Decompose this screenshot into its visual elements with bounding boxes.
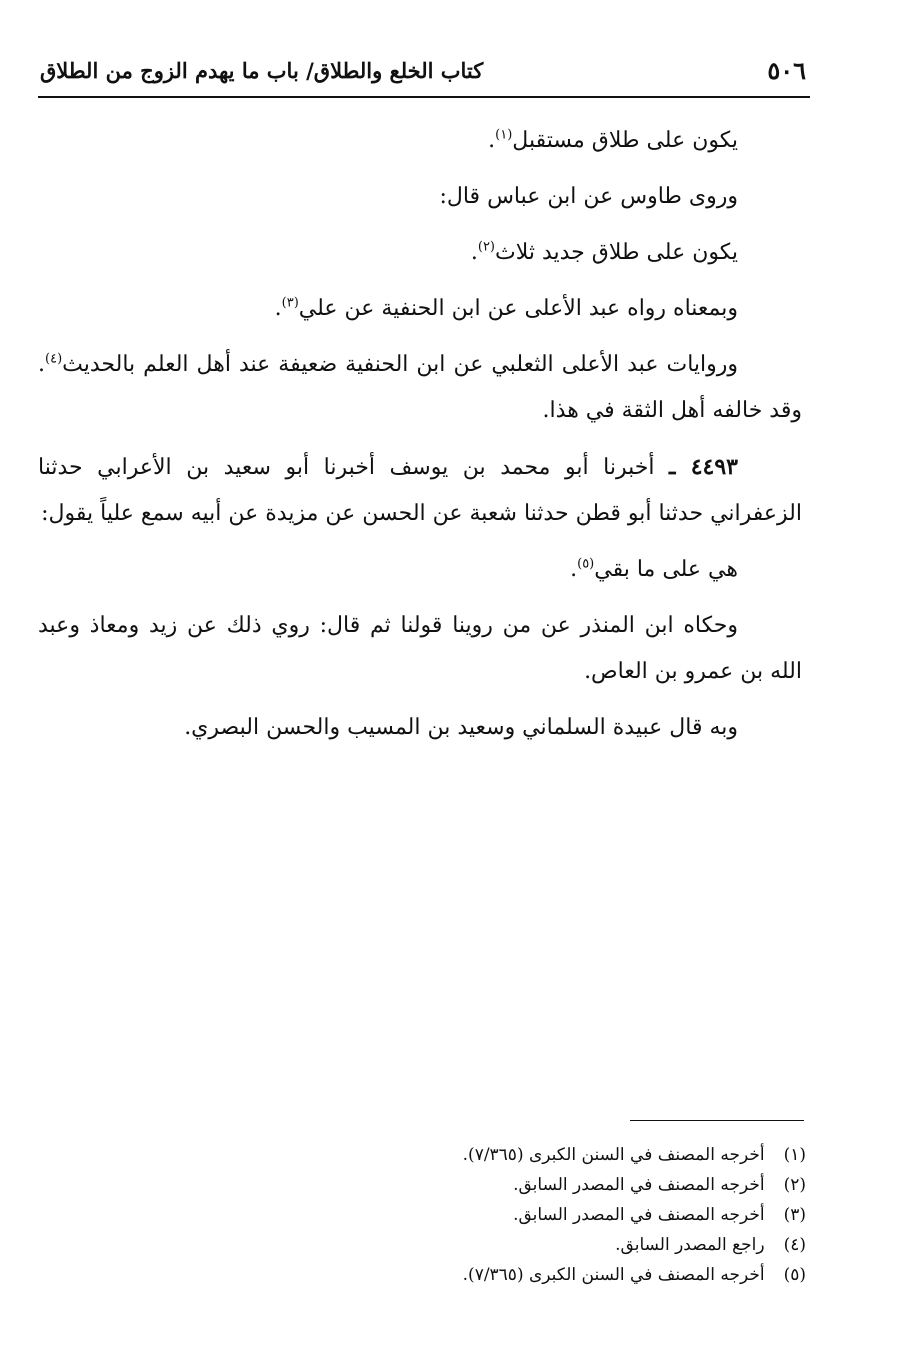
page-number: ٥٠٦ <box>767 56 806 85</box>
paragraph-5: وروايات عبد الأعلى الثعلبي عن ابن الحنفية ضعيفة عند أهل العلم بالحديث$^{(٤)}$. وقد خالفه أهل الثقة في هذا. <box>38 351 802 423</box>
footnote-ref-1: (١) <box>495 127 513 143</box>
page-header <box>38 50 810 96</box>
paragraph-7: هي على ما بقي$^{(٥)}$. <box>570 556 738 582</box>
footnote-4: (٤) راجع المصدر السابق. <box>615 1235 806 1255</box>
paragraph-1: يكون على طلاق مستقبل$^{(١)}$. <box>488 127 738 153</box>
paragraph-4: وبمعناه رواه عبد الأعلى عن ابن الحنفية عن علي$^{(٣)}$. <box>274 295 738 321</box>
running-title: كتاب الخلع والطلاق/ باب ما يهدم الزوج من الطلاق <box>40 58 484 83</box>
header-rule <box>38 96 810 98</box>
footnote-1: (١) أخرجه المصنف في السنن الكبرى (٧/٣٦٥). <box>462 1145 806 1165</box>
footnote-ref-5: (٥) <box>577 556 595 572</box>
paragraph-2: وروى طاوس عن ابن عباس قال: <box>439 184 738 209</box>
hadith-number: ٤٤٩٣ ـ <box>669 454 738 480</box>
footnote-3: (٣) أخرجه المصنف في المصدر السابق. <box>513 1205 806 1225</box>
footnote-ref-3: (٣) <box>281 295 299 311</box>
paragraph-8: وحكاه ابن المنذر عن من روينا قولنا ثم قال: روي ذلك عن زيد ومعاذ وعبد الله بن عمرو بن العاص. <box>38 613 802 684</box>
hadith-4493: ٤٤٩٣ ـ أخبرنا أبو محمد بن يوسف أخبرنا أبو سعيد بن الأعرابي حدثنا الزعفراني حدثنا أبو قطن حدثنا شعبة عن الحسن عن مزيدة عن أبيه سمع علياً يقول: <box>38 454 802 526</box>
footnote-5: (٥) أخرجه المصنف في السنن الكبرى (٧/٣٦٥). <box>462 1265 806 1285</box>
paragraph-3: يكون على طلاق جديد ثلاث$^{(٢)}$. <box>470 239 738 265</box>
footnote-ref-2: (٢) <box>477 239 495 255</box>
footnotes <box>300 1140 806 1290</box>
footnote-rule <box>630 1120 804 1121</box>
body-text <box>38 118 802 761</box>
footnote-ref-4: (٤) <box>45 351 63 367</box>
paragraph-9: وبه قال عبيدة السلماني وسعيد بن المسيب والحسن البصري. <box>184 715 738 740</box>
footnote-2: (٢) أخرجه المصنف في المصدر السابق. <box>513 1175 806 1195</box>
